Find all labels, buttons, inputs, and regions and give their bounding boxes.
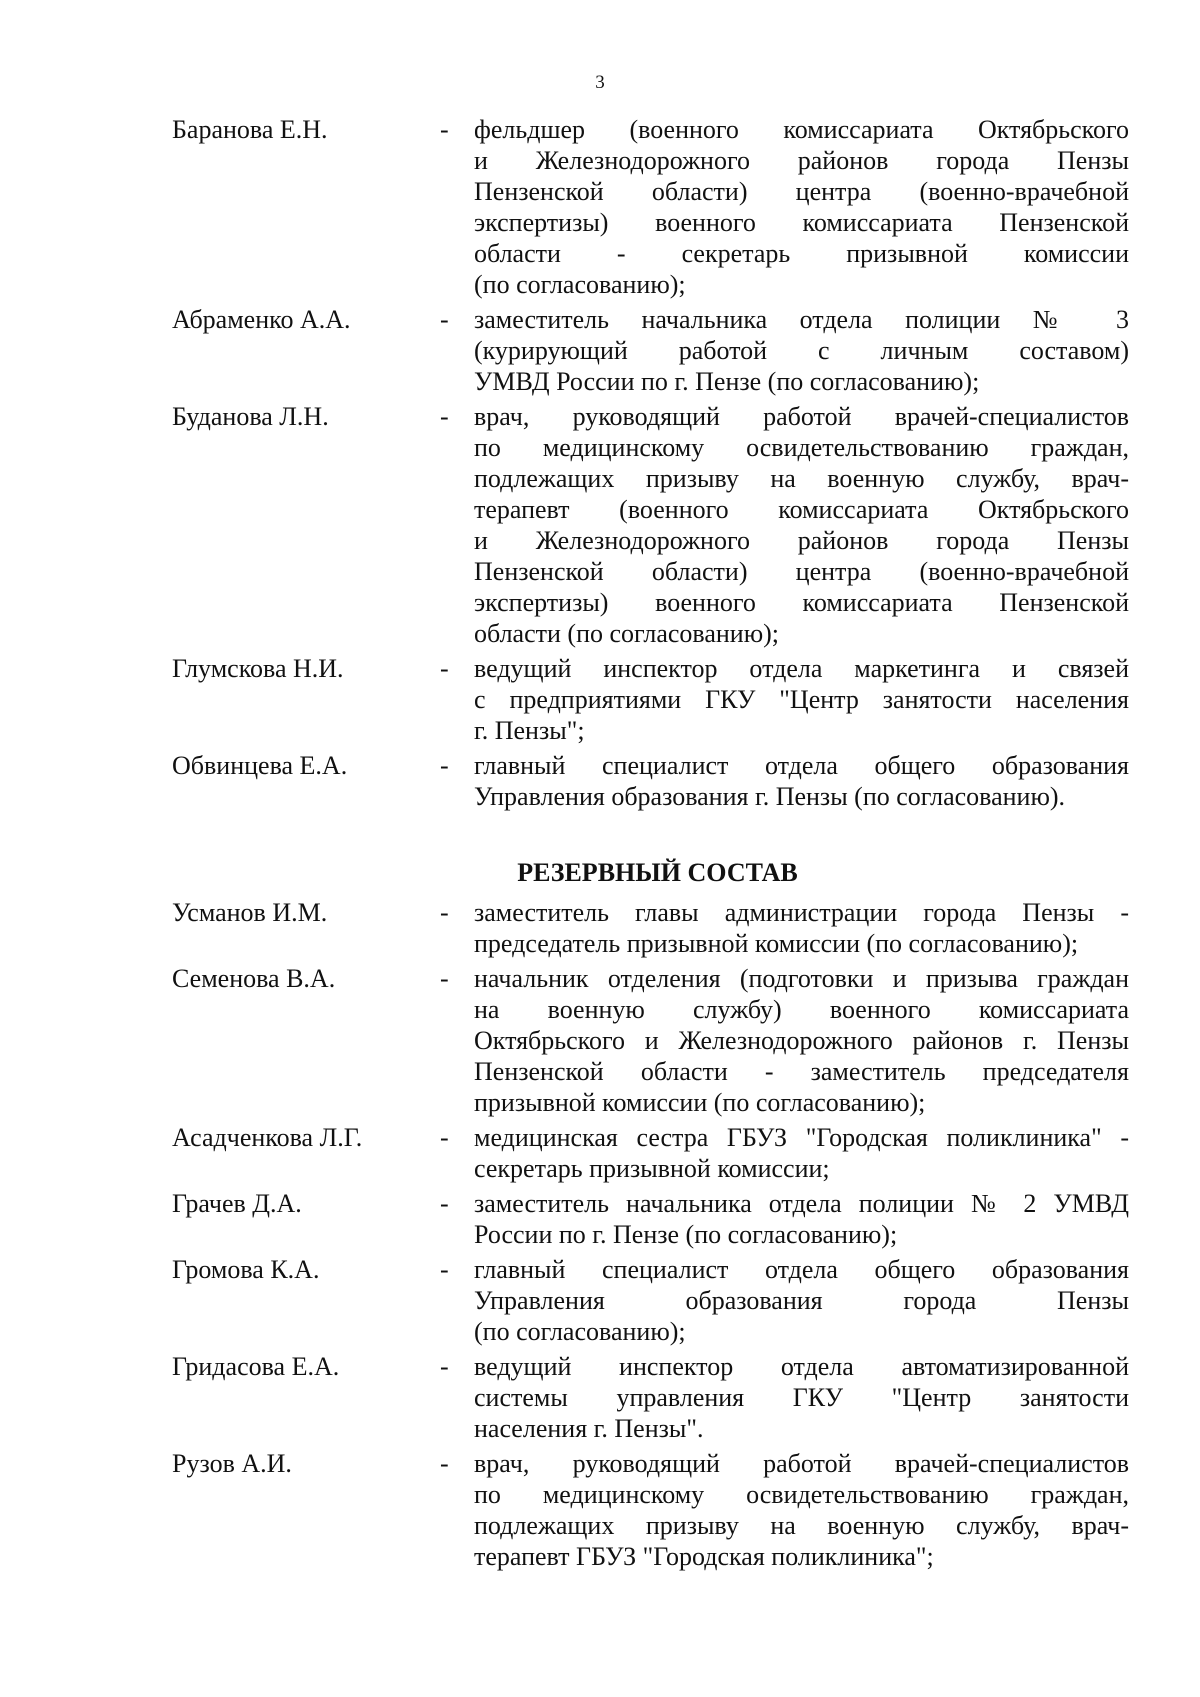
- position-line: секретарь призывной комиссии;: [474, 1154, 830, 1183]
- member-dash: -: [440, 1123, 449, 1152]
- member-name: Глумскова Н.И.: [172, 654, 344, 683]
- member-name: Грачев Д.А.: [172, 1189, 302, 1218]
- member-dash: -: [440, 898, 449, 927]
- position-line: Пензенской области) центра (военно-врачебной: [474, 177, 1129, 206]
- member-name: Абраменко А.А.: [172, 305, 351, 334]
- position-line: системы управления ГКУ "Центр занятости: [474, 1383, 1129, 1412]
- member-dash: -: [440, 115, 449, 144]
- member-position: [474, 114, 1129, 300]
- position-line: заместитель начальника отдела полиции № 2 УМВД: [474, 1189, 1129, 1218]
- member-dash: -: [440, 1449, 449, 1478]
- member-name: Обвинцева Е.А.: [172, 751, 348, 780]
- position-line: фельдшер (военного комиссариата Октябрьского: [474, 115, 1129, 144]
- member-entry: [0, 1122, 1200, 1184]
- member-position: [474, 304, 1129, 397]
- member-name: Гридасова Е.А.: [172, 1352, 340, 1381]
- position-line: и Железнодорожного районов города Пензы: [474, 526, 1129, 555]
- position-line: России по г. Пензе (по согласованию);: [474, 1220, 898, 1249]
- position-line: с предприятиями ГКУ "Центр занятости населения: [474, 685, 1129, 714]
- member-position: [474, 750, 1129, 812]
- member-entry: [0, 114, 1200, 300]
- position-line: Пензенской области) центра (военно-врачебной: [474, 557, 1129, 586]
- position-line: экспертизы) военного комиссариата Пензенской: [474, 588, 1129, 617]
- member-entry: [0, 1188, 1200, 1250]
- member-dash: -: [440, 1189, 449, 1218]
- member-dash: -: [440, 654, 449, 683]
- member-entry: [0, 304, 1200, 397]
- position-line: терапевт (военного комиссариата Октябрьского: [474, 495, 1129, 524]
- position-line: врач, руководящий работой врачей-специалистов: [474, 402, 1129, 431]
- member-dash: -: [440, 964, 449, 993]
- member-position: [474, 1351, 1129, 1444]
- member-position: [474, 1122, 1129, 1184]
- position-line: начальник отделения (подготовки и призыва граждан: [474, 964, 1129, 993]
- member-dash: -: [440, 1352, 449, 1381]
- member-entry: [0, 653, 1200, 746]
- position-line: Управления образования г. Пензы (по согласованию).: [474, 782, 1066, 811]
- reserve-members-list: [0, 897, 1200, 1572]
- position-line: ведущий инспектор отдела автоматизированной: [474, 1352, 1129, 1381]
- position-line: (курирующий работой с личным составом): [474, 336, 1129, 365]
- member-entry: [0, 1351, 1200, 1444]
- page-number: 3: [595, 72, 605, 93]
- member-name: Рузов А.И.: [172, 1449, 292, 1478]
- position-line: врач, руководящий работой врачей-специалистов: [474, 1449, 1129, 1478]
- position-line: (по согласованию);: [474, 270, 686, 299]
- reserve-heading: РЕЗЕРВНЫЙ СОСТАВ: [517, 858, 798, 887]
- member-name: Буданова Л.Н.: [172, 402, 329, 431]
- member-entry: [0, 897, 1200, 959]
- position-line: главный специалист отдела общего образования: [474, 751, 1129, 780]
- member-name: Баранова Е.Н.: [172, 115, 328, 144]
- position-line: по медицинскому освидетельствованию граждан,: [474, 1480, 1129, 1509]
- position-line: Управления образования города Пензы: [474, 1286, 1129, 1315]
- member-position: [474, 1254, 1129, 1347]
- position-line: области - секретарь призывной комиссии: [474, 239, 1129, 268]
- member-position: [474, 897, 1129, 959]
- position-line: Пензенской области - заместитель председателя: [474, 1057, 1129, 1086]
- position-line: по медицинскому освидетельствованию граждан,: [474, 433, 1129, 462]
- member-entry: [0, 401, 1200, 649]
- position-line: населения г. Пензы".: [474, 1414, 704, 1443]
- member-entry: [0, 963, 1200, 1118]
- position-line: призывной комиссии (по согласованию);: [474, 1088, 926, 1117]
- position-line: председатель призывной комиссии (по согласованию);: [474, 929, 1079, 958]
- position-line: области (по согласованию);: [474, 619, 780, 648]
- position-line: г. Пензы";: [474, 716, 585, 745]
- position-line: (по согласованию);: [474, 1317, 686, 1346]
- position-line: подлежащих призыву на военную службу, врач-: [474, 464, 1129, 493]
- position-line: медицинская сестра ГБУЗ "Городская поликлиника" -: [474, 1123, 1129, 1152]
- member-dash: -: [440, 402, 449, 431]
- main-members-list: [0, 114, 1200, 812]
- position-line: терапевт ГБУЗ "Городская поликлиника";: [474, 1542, 934, 1571]
- member-position: [474, 401, 1129, 649]
- member-name: Асадченкова Л.Г.: [172, 1123, 363, 1152]
- member-position: [474, 1188, 1129, 1250]
- member-name: Усманов И.М.: [172, 898, 328, 927]
- member-name: Громова К.А.: [172, 1255, 320, 1284]
- member-position: [474, 1448, 1129, 1572]
- member-position: [474, 963, 1129, 1118]
- position-line: Октябрьского и Железнодорожного районов г. Пензы: [474, 1026, 1129, 1055]
- position-line: экспертизы) военного комиссариата Пензенской: [474, 208, 1129, 237]
- member-position: [474, 653, 1129, 746]
- position-line: заместитель главы администрации города Пензы -: [474, 898, 1129, 927]
- position-line: УМВД России по г. Пензе (по согласованию);: [474, 367, 980, 396]
- member-dash: -: [440, 1255, 449, 1284]
- position-line: подлежащих призыву на военную службу, врач-: [474, 1511, 1129, 1540]
- member-dash: -: [440, 751, 449, 780]
- member-entry: [0, 750, 1200, 812]
- position-line: на военную службу) военного комиссариата: [474, 995, 1129, 1024]
- member-entry: [0, 1448, 1200, 1572]
- member-name: Семенова В.А.: [172, 964, 336, 993]
- member-entry: [0, 1254, 1200, 1347]
- member-dash: -: [440, 305, 449, 334]
- position-line: главный специалист отдела общего образования: [474, 1255, 1129, 1284]
- position-line: заместитель начальника отдела полиции № 3: [474, 305, 1129, 334]
- position-line: ведущий инспектор отдела маркетинга и связей: [474, 654, 1129, 683]
- position-line: и Железнодорожного районов города Пензы: [474, 146, 1129, 175]
